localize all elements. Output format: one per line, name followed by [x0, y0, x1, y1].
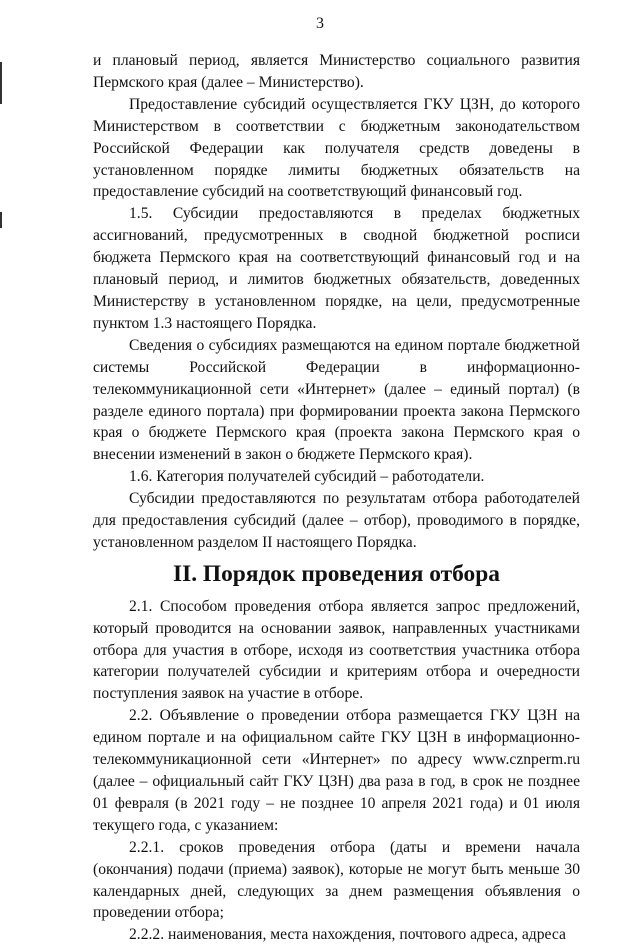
paragraph: 2.2.1. сроков проведения отбора (даты и времени начала (окончания) подачи (приема) заявок), которые не могут быть меньше 30 календарных дней, следующих за днем размещения объявления о проведении отбора;	[93, 838, 580, 922]
paragraph: Сведения о субсидиях размещаются на едином портале бюджетной системы Российской Федерации в информационно-телекоммуникационной сети «Интернет» (далее – единый портал) (в разделе единого портала) при формировании проекта закона Пермского края о бюджете Пермского края (проекта закона Пермского края о внесении изменений в закон о бюджете Пермского края).	[93, 336, 580, 464]
paragraph: 1.5. Субсидии предоставляются в пределах бюджетных ассигнований, предусмотренных в сводной бюджетной росписи бюджета Пермского края на соответствующий финансовый год и на плановый период, и лимитов бюджетных обязательств, доведенных Министерству в установленном порядке, на цели, предусмотренные пунктом 1.3 настоящего Порядка.	[93, 205, 580, 332]
paragraph: 1.6. Категория получателей субсидий – работодатели.	[129, 468, 485, 486]
page-number: 3	[316, 15, 324, 32]
paragraph: 2.1. Способом проведения отбора является запрос предложений, который проводится на основании заявок, направленных участниками отбора для участия в отборе, исходя из соответствия участника отбора категории получателей субсидии и критериям отбора и очередности поступления заявок на участие в отборе.	[93, 597, 580, 703]
paragraph: 2.2. Объявление о проведении отбора размещается ГКУ ЦЗН на едином портале и на официальном сайте ГКУ ЦЗН в информационно-телекоммуникационной сети «Интернет» по адресу www.cznperm.ru (далее – официальный сайт ГКУ ЦЗН) два раза в год, в срок не позднее 01 февраля (в 2021 году – не позднее 10 апреля 2021 года) и 01 июля текущего года, с указанием:	[93, 707, 580, 834]
scan-edge-mark	[0, 62, 2, 104]
paragraph: Предоставление субсидий осуществляется ГКУ ЦЗН, до которого Министерством в соответствии с бюджетным законодательством Российской Федерации как получателя средств доведены в установленном порядке лимиты бюджетных обязательств на предоставление субсидий на соответствующий финансовый год.	[93, 95, 580, 201]
section-heading: II. Порядок проведения отбора	[173, 560, 500, 587]
paragraph: 2.2.2. наименования, места нахождения, почтового адреса, адреса	[129, 926, 566, 944]
section-one-continuation	[93, 50, 580, 554]
scan-edge-mark	[0, 212, 2, 228]
document-body	[93, 50, 580, 946]
paragraph: Субсидии предоставляются по результатам отбора работодателей для предоставления субсидий (далее – отбор), проводимого в порядке, установленном разделом II настоящего Порядка.	[93, 490, 580, 551]
paragraph: и плановый период, является Министерство социального развития Пермского края (далее – Министерство).	[93, 52, 580, 91]
section-two	[93, 596, 580, 946]
